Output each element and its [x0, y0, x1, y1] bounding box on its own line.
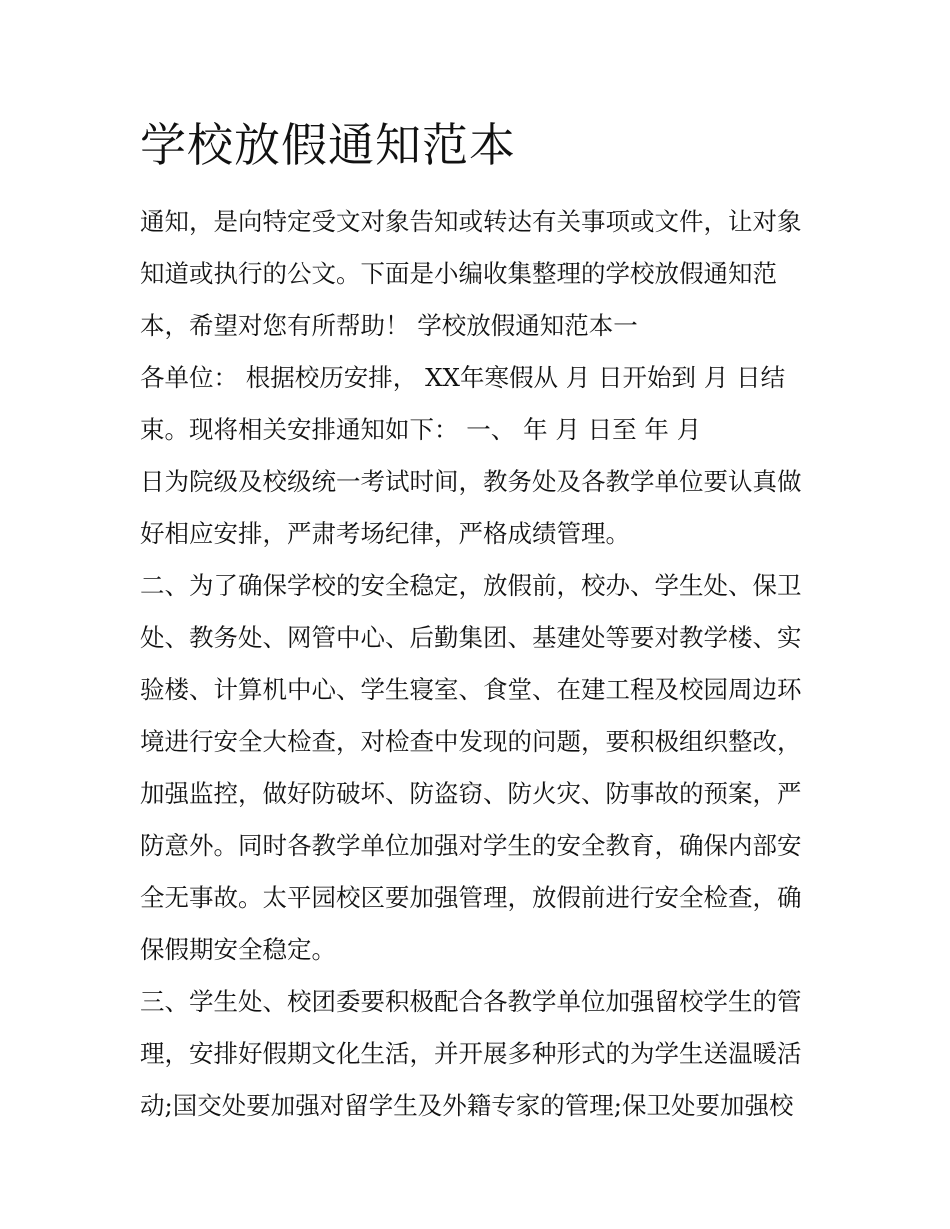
body-line: 本，希望对您有所帮助！ 学校放假通知范本一	[140, 311, 638, 340]
body-line: 日为院级及校级统一考试时间，教务处及各教学单位要认真做	[140, 467, 802, 496]
body-line: 理，安排好假期文化生活，并开展多种形式的为学生送温暖活	[140, 1039, 802, 1068]
body-line: 保假期安全稳定。	[140, 935, 336, 964]
body-line: 各单位： 根据校历安排， XX年寒假从 月 日开始到 月 日结	[140, 363, 786, 392]
body-line: 加强监控，做好防破坏、防盗窃、防火灾、防事故的预案，严	[140, 779, 802, 808]
body-line: 动;国交处要加强对留学生及外籍专家的管理;保卫处要加强校	[140, 1091, 794, 1120]
body-line: 通知，是向特定受文对象告知或转达有关事项或文件，让对象	[140, 207, 802, 236]
body-line: 处、教务处、网管中心、后勤集团、基建处等要对教学楼、实	[140, 623, 802, 652]
body-line: 好相应安排，严肃考场纪律，严格成绩管理。	[140, 519, 630, 548]
body-line: 境进行安全大检查，对检查中发现的问题，要积极组织整改，	[140, 727, 802, 756]
document-title: 学校放假通知范本	[140, 118, 516, 172]
body-line: 全无事故。太平园校区要加强管理，放假前进行安全检查，确	[140, 883, 802, 912]
body-line: 防意外。同时各教学单位加强对学生的安全教育，确保内部安	[140, 831, 802, 860]
body-line: 束。现将相关安排通知如下： 一、 年 月 日至 年 月	[140, 415, 702, 444]
body-line: 验楼、计算机中心、学生寝室、食堂、在建工程及校园周边环	[140, 675, 802, 704]
body-line: 二、为了确保学校的安全稳定，放假前，校办、学生处、保卫	[140, 571, 802, 600]
document-body	[140, 196, 820, 1132]
body-line: 三、学生处、校团委要积极配合各教学单位加强留校学生的管	[140, 987, 802, 1016]
body-line: 知道或执行的公文。下面是小编收集整理的学校放假通知范	[140, 259, 777, 288]
